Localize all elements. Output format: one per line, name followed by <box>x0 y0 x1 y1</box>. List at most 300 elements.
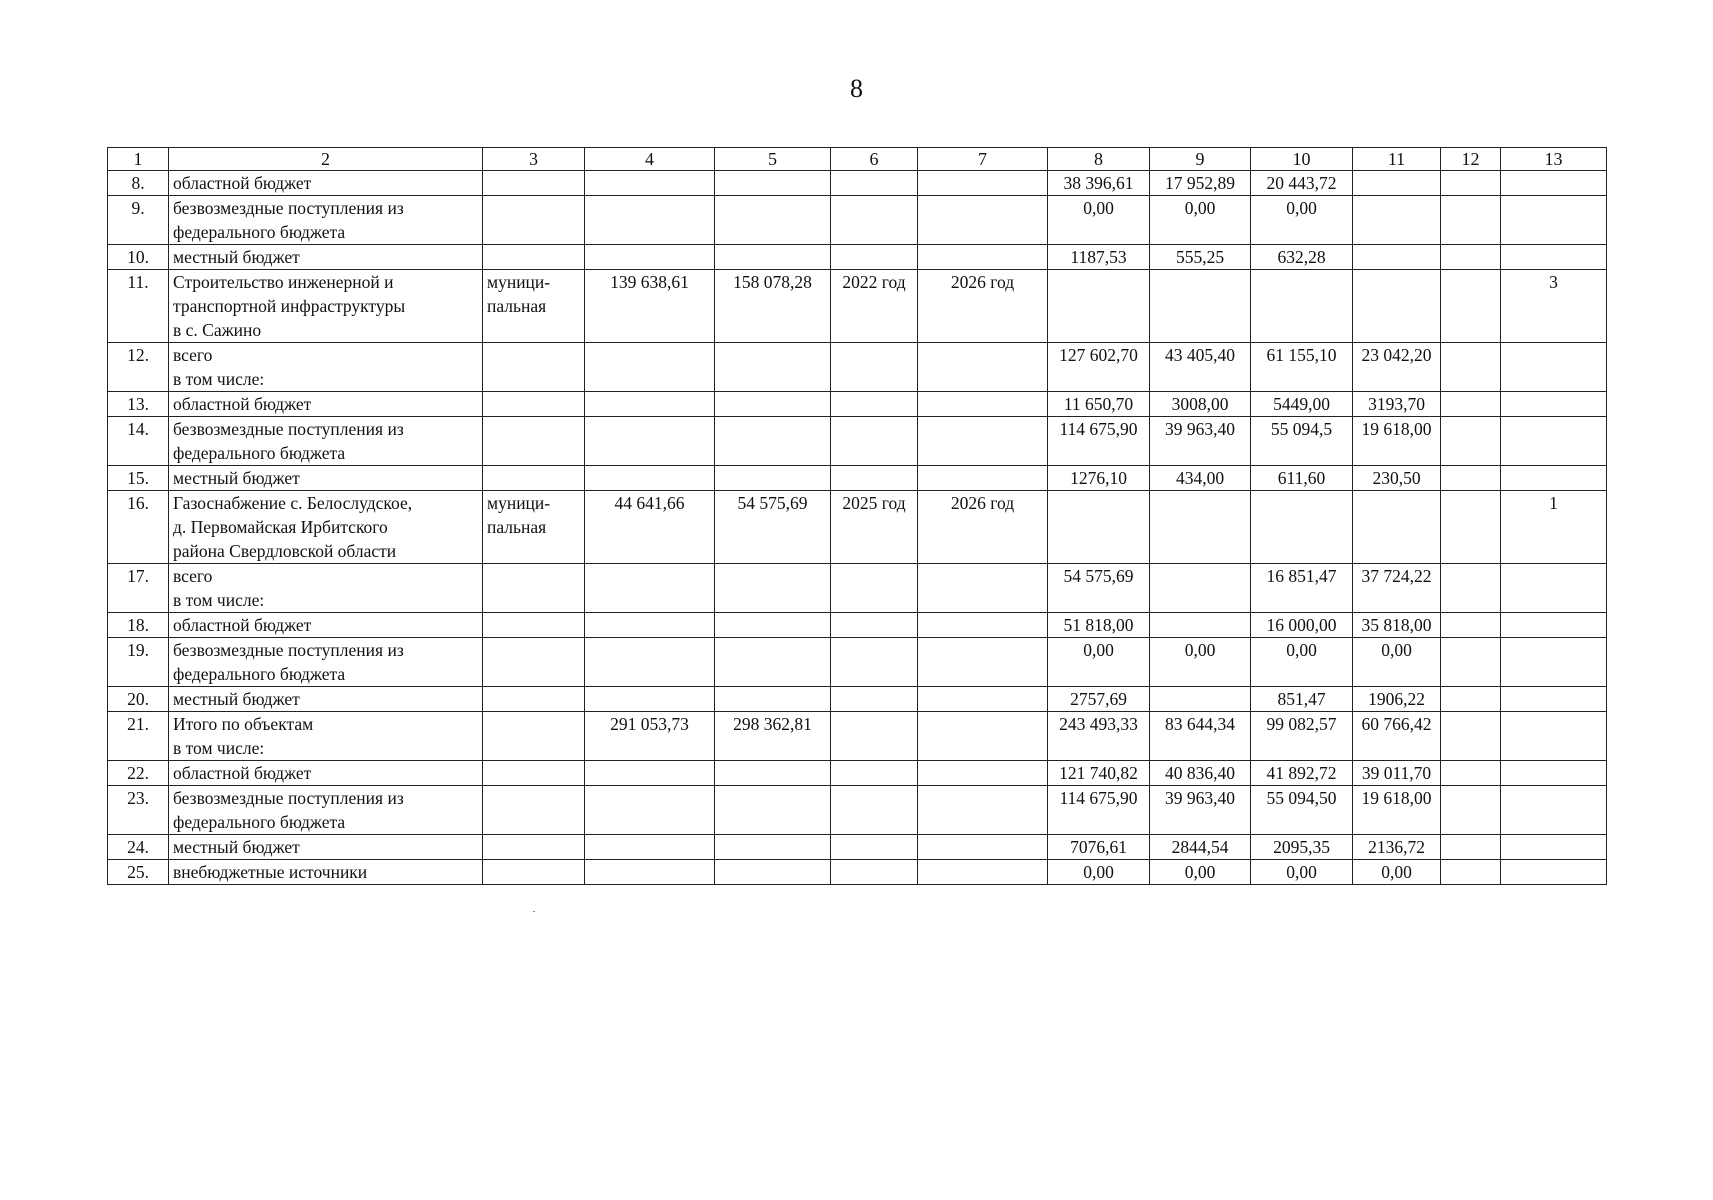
row-name <box>169 564 483 613</box>
amount-col-10: 0,00 <box>1251 196 1353 245</box>
amount-col-11: 35 818,00 <box>1353 613 1441 638</box>
amount-col-12 <box>1441 466 1501 491</box>
amount-col-9: 0,00 <box>1150 860 1251 885</box>
amount-col-10 <box>1251 491 1353 564</box>
amount-col-9: 17 952,89 <box>1150 171 1251 196</box>
amount-col-9 <box>1150 270 1251 343</box>
row-ownership <box>483 687 585 712</box>
start-year <box>831 638 918 687</box>
start-year <box>831 392 918 417</box>
table-body <box>108 148 1607 885</box>
contract-cost <box>715 171 831 196</box>
amount-col-10: 16 851,47 <box>1251 564 1353 613</box>
contract-cost <box>715 466 831 491</box>
amount-col-12 <box>1441 687 1501 712</box>
amount-col-9: 40 836,40 <box>1150 761 1251 786</box>
row-ownership-line: пальная <box>487 517 547 537</box>
amount-col-12 <box>1441 613 1501 638</box>
row-name <box>169 417 483 466</box>
header-cell: 11 <box>1353 148 1441 171</box>
row-name-line: всего <box>173 566 213 586</box>
row-number: 13. <box>108 392 169 417</box>
table-row <box>108 712 1607 761</box>
estimated-cost <box>585 786 715 835</box>
estimated-cost <box>585 613 715 638</box>
amount-col-13: 3 <box>1501 270 1607 343</box>
total-amount: 0,00 <box>1048 860 1150 885</box>
row-name <box>169 687 483 712</box>
amount-col-13 <box>1501 417 1607 466</box>
amount-col-9: 39 963,40 <box>1150 786 1251 835</box>
amount-col-11: 0,00 <box>1353 860 1441 885</box>
row-ownership-line: муници- <box>487 493 551 513</box>
amount-col-11: 2136,72 <box>1353 835 1441 860</box>
total-amount: 243 493,33 <box>1048 712 1150 761</box>
total-amount: 1276,10 <box>1048 466 1150 491</box>
row-name-line: в с. Сажино <box>173 320 262 340</box>
row-number: 21. <box>108 712 169 761</box>
amount-col-10: 5449,00 <box>1251 392 1353 417</box>
row-name-line: Строительство инженерной и <box>173 272 394 292</box>
amount-col-10 <box>1251 270 1353 343</box>
end-year <box>918 171 1048 196</box>
table-row <box>108 860 1607 885</box>
amount-col-12 <box>1441 245 1501 270</box>
amount-col-9 <box>1150 613 1251 638</box>
table-row <box>108 761 1607 786</box>
start-year <box>831 761 918 786</box>
row-name <box>169 466 483 491</box>
header-cell: 13 <box>1501 148 1607 171</box>
end-year <box>918 786 1048 835</box>
start-year <box>831 245 918 270</box>
amount-col-12 <box>1441 712 1501 761</box>
amount-col-13 <box>1501 171 1607 196</box>
header-cell: 10 <box>1251 148 1353 171</box>
amount-col-10: 55 094,5 <box>1251 417 1353 466</box>
row-name <box>169 786 483 835</box>
total-amount <box>1048 491 1150 564</box>
row-name <box>169 491 483 564</box>
end-year <box>918 761 1048 786</box>
amount-col-12 <box>1441 171 1501 196</box>
row-ownership <box>483 564 585 613</box>
estimated-cost <box>585 196 715 245</box>
start-year: 2025 год <box>831 491 918 564</box>
amount-col-9: 434,00 <box>1150 466 1251 491</box>
row-ownership <box>483 196 585 245</box>
row-number: 24. <box>108 835 169 860</box>
amount-col-13 <box>1501 196 1607 245</box>
end-year <box>918 835 1048 860</box>
end-year <box>918 417 1048 466</box>
row-name-line: местный бюджет <box>173 247 300 267</box>
estimated-cost <box>585 860 715 885</box>
amount-col-10: 632,28 <box>1251 245 1353 270</box>
estimated-cost <box>585 417 715 466</box>
amount-col-13 <box>1501 786 1607 835</box>
row-name-line: в том числе: <box>173 738 265 758</box>
amount-col-11 <box>1353 196 1441 245</box>
row-number: 15. <box>108 466 169 491</box>
row-ownership <box>483 245 585 270</box>
header-cell: 12 <box>1441 148 1501 171</box>
amount-col-11 <box>1353 270 1441 343</box>
end-year <box>918 343 1048 392</box>
total-amount: 38 396,61 <box>1048 171 1150 196</box>
row-ownership <box>483 613 585 638</box>
end-year <box>918 712 1048 761</box>
amount-col-12 <box>1441 835 1501 860</box>
row-ownership <box>483 417 585 466</box>
end-year <box>918 196 1048 245</box>
start-year <box>831 613 918 638</box>
amount-col-13 <box>1501 687 1607 712</box>
end-year <box>918 392 1048 417</box>
contract-cost <box>715 343 831 392</box>
row-ownership <box>483 491 585 564</box>
total-amount: 11 650,70 <box>1048 392 1150 417</box>
row-name <box>169 171 483 196</box>
start-year <box>831 466 918 491</box>
row-number: 22. <box>108 761 169 786</box>
contract-cost <box>715 392 831 417</box>
end-year <box>918 687 1048 712</box>
estimated-cost <box>585 466 715 491</box>
total-amount: 7076,61 <box>1048 835 1150 860</box>
row-name <box>169 638 483 687</box>
amount-col-11: 230,50 <box>1353 466 1441 491</box>
start-year <box>831 687 918 712</box>
amount-col-13 <box>1501 245 1607 270</box>
amount-col-12 <box>1441 564 1501 613</box>
amount-col-13 <box>1501 860 1607 885</box>
amount-col-9: 43 405,40 <box>1150 343 1251 392</box>
end-year <box>918 564 1048 613</box>
estimated-cost <box>585 687 715 712</box>
start-year <box>831 786 918 835</box>
row-ownership-line: муници- <box>487 272 551 292</box>
estimated-cost <box>585 761 715 786</box>
row-number: 19. <box>108 638 169 687</box>
row-name-line: Итого по объектам <box>173 714 314 734</box>
amount-col-11: 1906,22 <box>1353 687 1441 712</box>
contract-cost <box>715 860 831 885</box>
estimated-cost <box>585 392 715 417</box>
table-row <box>108 196 1607 245</box>
contract-cost <box>715 417 831 466</box>
amount-col-9: 2844,54 <box>1150 835 1251 860</box>
row-name <box>169 196 483 245</box>
amount-col-12 <box>1441 417 1501 466</box>
row-name-line: д. Первомайская Ирбитского <box>173 517 388 537</box>
start-year: 2022 год <box>831 270 918 343</box>
table-row <box>108 171 1607 196</box>
table-row <box>108 466 1607 491</box>
amount-col-13 <box>1501 343 1607 392</box>
start-year <box>831 860 918 885</box>
row-number: 20. <box>108 687 169 712</box>
row-name-line: федерального бюджета <box>173 664 346 684</box>
amount-col-10: 2095,35 <box>1251 835 1353 860</box>
table-row <box>108 270 1607 343</box>
start-year <box>831 417 918 466</box>
row-name-line: местный бюджет <box>173 468 300 488</box>
row-name-line: безвозмездные поступления из <box>173 640 404 660</box>
row-name-line: в том числе: <box>173 369 265 389</box>
total-amount: 114 675,90 <box>1048 786 1150 835</box>
row-ownership <box>483 786 585 835</box>
amount-col-13 <box>1501 835 1607 860</box>
row-ownership <box>483 761 585 786</box>
header-cell: 4 <box>585 148 715 171</box>
row-number: 23. <box>108 786 169 835</box>
amount-col-11: 60 766,42 <box>1353 712 1441 761</box>
end-year <box>918 613 1048 638</box>
row-name-line: безвозмездные поступления из <box>173 198 404 218</box>
total-amount: 54 575,69 <box>1048 564 1150 613</box>
amount-col-10: 41 892,72 <box>1251 761 1353 786</box>
row-ownership <box>483 638 585 687</box>
total-amount: 121 740,82 <box>1048 761 1150 786</box>
header-cell: 9 <box>1150 148 1251 171</box>
amount-col-9: 83 644,34 <box>1150 712 1251 761</box>
row-name-line: областной бюджет <box>173 615 312 635</box>
amount-col-12 <box>1441 270 1501 343</box>
amount-col-10: 55 094,50 <box>1251 786 1353 835</box>
estimated-cost <box>585 835 715 860</box>
contract-cost <box>715 564 831 613</box>
table-row <box>108 835 1607 860</box>
row-number: 10. <box>108 245 169 270</box>
row-number: 14. <box>108 417 169 466</box>
amount-col-11: 39 011,70 <box>1353 761 1441 786</box>
start-year <box>831 343 918 392</box>
row-name-line: федерального бюджета <box>173 812 346 832</box>
amount-col-11: 37 724,22 <box>1353 564 1441 613</box>
row-name <box>169 245 483 270</box>
row-name-line: внебюджетные источники <box>173 862 368 882</box>
contract-cost <box>715 687 831 712</box>
amount-col-9 <box>1150 687 1251 712</box>
amount-col-9 <box>1150 564 1251 613</box>
table-row <box>108 613 1607 638</box>
amount-col-12 <box>1441 392 1501 417</box>
amount-col-10: 0,00 <box>1251 860 1353 885</box>
estimated-cost <box>585 638 715 687</box>
header-cell: 2 <box>169 148 483 171</box>
table-row <box>108 786 1607 835</box>
contract-cost <box>715 613 831 638</box>
scan-speck <box>533 911 535 912</box>
row-name <box>169 761 483 786</box>
row-number: 25. <box>108 860 169 885</box>
amount-col-11 <box>1353 491 1441 564</box>
total-amount: 114 675,90 <box>1048 417 1150 466</box>
amount-col-11: 19 618,00 <box>1353 786 1441 835</box>
row-name <box>169 613 483 638</box>
estimated-cost: 291 053,73 <box>585 712 715 761</box>
table-row <box>108 491 1607 564</box>
row-ownership <box>483 392 585 417</box>
amount-col-12 <box>1441 786 1501 835</box>
total-amount: 0,00 <box>1048 638 1150 687</box>
amount-col-12 <box>1441 491 1501 564</box>
amount-col-13 <box>1501 761 1607 786</box>
amount-col-13: 1 <box>1501 491 1607 564</box>
estimated-cost: 139 638,61 <box>585 270 715 343</box>
row-name-line: Газоснабжение с. Белослудское, <box>173 493 413 513</box>
header-cell: 7 <box>918 148 1048 171</box>
row-name-line: федерального бюджета <box>173 222 346 242</box>
contract-cost <box>715 245 831 270</box>
contract-cost <box>715 196 831 245</box>
header-cell: 1 <box>108 148 169 171</box>
row-name-line: в том числе: <box>173 590 265 610</box>
end-year <box>918 860 1048 885</box>
amount-col-12 <box>1441 761 1501 786</box>
amount-col-13 <box>1501 392 1607 417</box>
amount-col-13 <box>1501 466 1607 491</box>
row-ownership <box>483 270 585 343</box>
contract-cost: 158 078,28 <box>715 270 831 343</box>
row-ownership <box>483 860 585 885</box>
amount-col-13 <box>1501 613 1607 638</box>
end-year <box>918 245 1048 270</box>
amount-col-11 <box>1353 245 1441 270</box>
start-year <box>831 564 918 613</box>
row-name <box>169 860 483 885</box>
contract-cost <box>715 761 831 786</box>
total-amount: 1187,53 <box>1048 245 1150 270</box>
start-year <box>831 171 918 196</box>
amount-col-10: 99 082,57 <box>1251 712 1353 761</box>
amount-col-10: 611,60 <box>1251 466 1353 491</box>
amount-col-10: 851,47 <box>1251 687 1353 712</box>
table-row <box>108 417 1607 466</box>
row-ownership <box>483 835 585 860</box>
row-number: 12. <box>108 343 169 392</box>
start-year <box>831 712 918 761</box>
contract-cost <box>715 786 831 835</box>
amount-col-10: 16 000,00 <box>1251 613 1353 638</box>
amount-col-9: 39 963,40 <box>1150 417 1251 466</box>
table-row <box>108 564 1607 613</box>
end-year <box>918 466 1048 491</box>
estimated-cost <box>585 564 715 613</box>
row-number: 18. <box>108 613 169 638</box>
estimated-cost <box>585 171 715 196</box>
row-name <box>169 270 483 343</box>
amount-col-9: 0,00 <box>1150 638 1251 687</box>
row-name-line: областной бюджет <box>173 763 312 783</box>
row-name <box>169 835 483 860</box>
amount-col-11: 0,00 <box>1353 638 1441 687</box>
row-ownership-line: пальная <box>487 296 547 316</box>
header-cell: 5 <box>715 148 831 171</box>
row-name-line: областной бюджет <box>173 394 312 414</box>
row-name-line: безвозмездные поступления из <box>173 788 404 808</box>
amount-col-11: 19 618,00 <box>1353 417 1441 466</box>
contract-cost <box>715 638 831 687</box>
header-row <box>108 148 1607 171</box>
row-name <box>169 712 483 761</box>
estimated-cost <box>585 245 715 270</box>
amount-col-11: 23 042,20 <box>1353 343 1441 392</box>
table-row <box>108 245 1607 270</box>
amount-col-12 <box>1441 860 1501 885</box>
total-amount: 127 602,70 <box>1048 343 1150 392</box>
row-name-line: местный бюджет <box>173 689 300 709</box>
header-cell: 3 <box>483 148 585 171</box>
end-year <box>918 638 1048 687</box>
amount-col-13 <box>1501 564 1607 613</box>
row-name-line: транспортной инфраструктуры <box>173 296 406 316</box>
contract-cost: 54 575,69 <box>715 491 831 564</box>
row-number: 11. <box>108 270 169 343</box>
total-amount <box>1048 270 1150 343</box>
amount-col-11 <box>1353 171 1441 196</box>
start-year <box>831 196 918 245</box>
end-year: 2026 год <box>918 270 1048 343</box>
amount-col-9: 555,25 <box>1150 245 1251 270</box>
row-ownership <box>483 343 585 392</box>
table-row <box>108 687 1607 712</box>
table-row <box>108 343 1607 392</box>
amount-col-10: 0,00 <box>1251 638 1353 687</box>
end-year: 2026 год <box>918 491 1048 564</box>
contract-cost <box>715 835 831 860</box>
row-ownership <box>483 466 585 491</box>
amount-col-12 <box>1441 638 1501 687</box>
row-name-line: областной бюджет <box>173 173 312 193</box>
amount-col-9: 0,00 <box>1150 196 1251 245</box>
row-ownership <box>483 171 585 196</box>
row-name-line: местный бюджет <box>173 837 300 857</box>
amount-col-9 <box>1150 491 1251 564</box>
row-name-line: района Свердловской области <box>173 541 397 561</box>
header-cell: 8 <box>1048 148 1150 171</box>
amount-col-12 <box>1441 196 1501 245</box>
page-number: 8 <box>850 74 863 103</box>
row-name-line: безвозмездные поступления из <box>173 419 404 439</box>
row-ownership <box>483 712 585 761</box>
row-name <box>169 343 483 392</box>
total-amount: 0,00 <box>1048 196 1150 245</box>
row-name-line: всего <box>173 345 213 365</box>
total-amount: 2757,69 <box>1048 687 1150 712</box>
row-number: 8. <box>108 171 169 196</box>
amount-col-13 <box>1501 712 1607 761</box>
row-name-line: федерального бюджета <box>173 443 346 463</box>
estimated-cost <box>585 343 715 392</box>
budget-table <box>107 147 1607 885</box>
row-number: 9. <box>108 196 169 245</box>
table-row <box>108 392 1607 417</box>
row-name <box>169 392 483 417</box>
header-cell: 6 <box>831 148 918 171</box>
row-number: 17. <box>108 564 169 613</box>
amount-col-12 <box>1441 343 1501 392</box>
amount-col-10: 61 155,10 <box>1251 343 1353 392</box>
table-row <box>108 638 1607 687</box>
amount-col-13 <box>1501 638 1607 687</box>
row-number: 16. <box>108 491 169 564</box>
amount-col-10: 20 443,72 <box>1251 171 1353 196</box>
amount-col-9: 3008,00 <box>1150 392 1251 417</box>
amount-col-11: 3193,70 <box>1353 392 1441 417</box>
contract-cost: 298 362,81 <box>715 712 831 761</box>
